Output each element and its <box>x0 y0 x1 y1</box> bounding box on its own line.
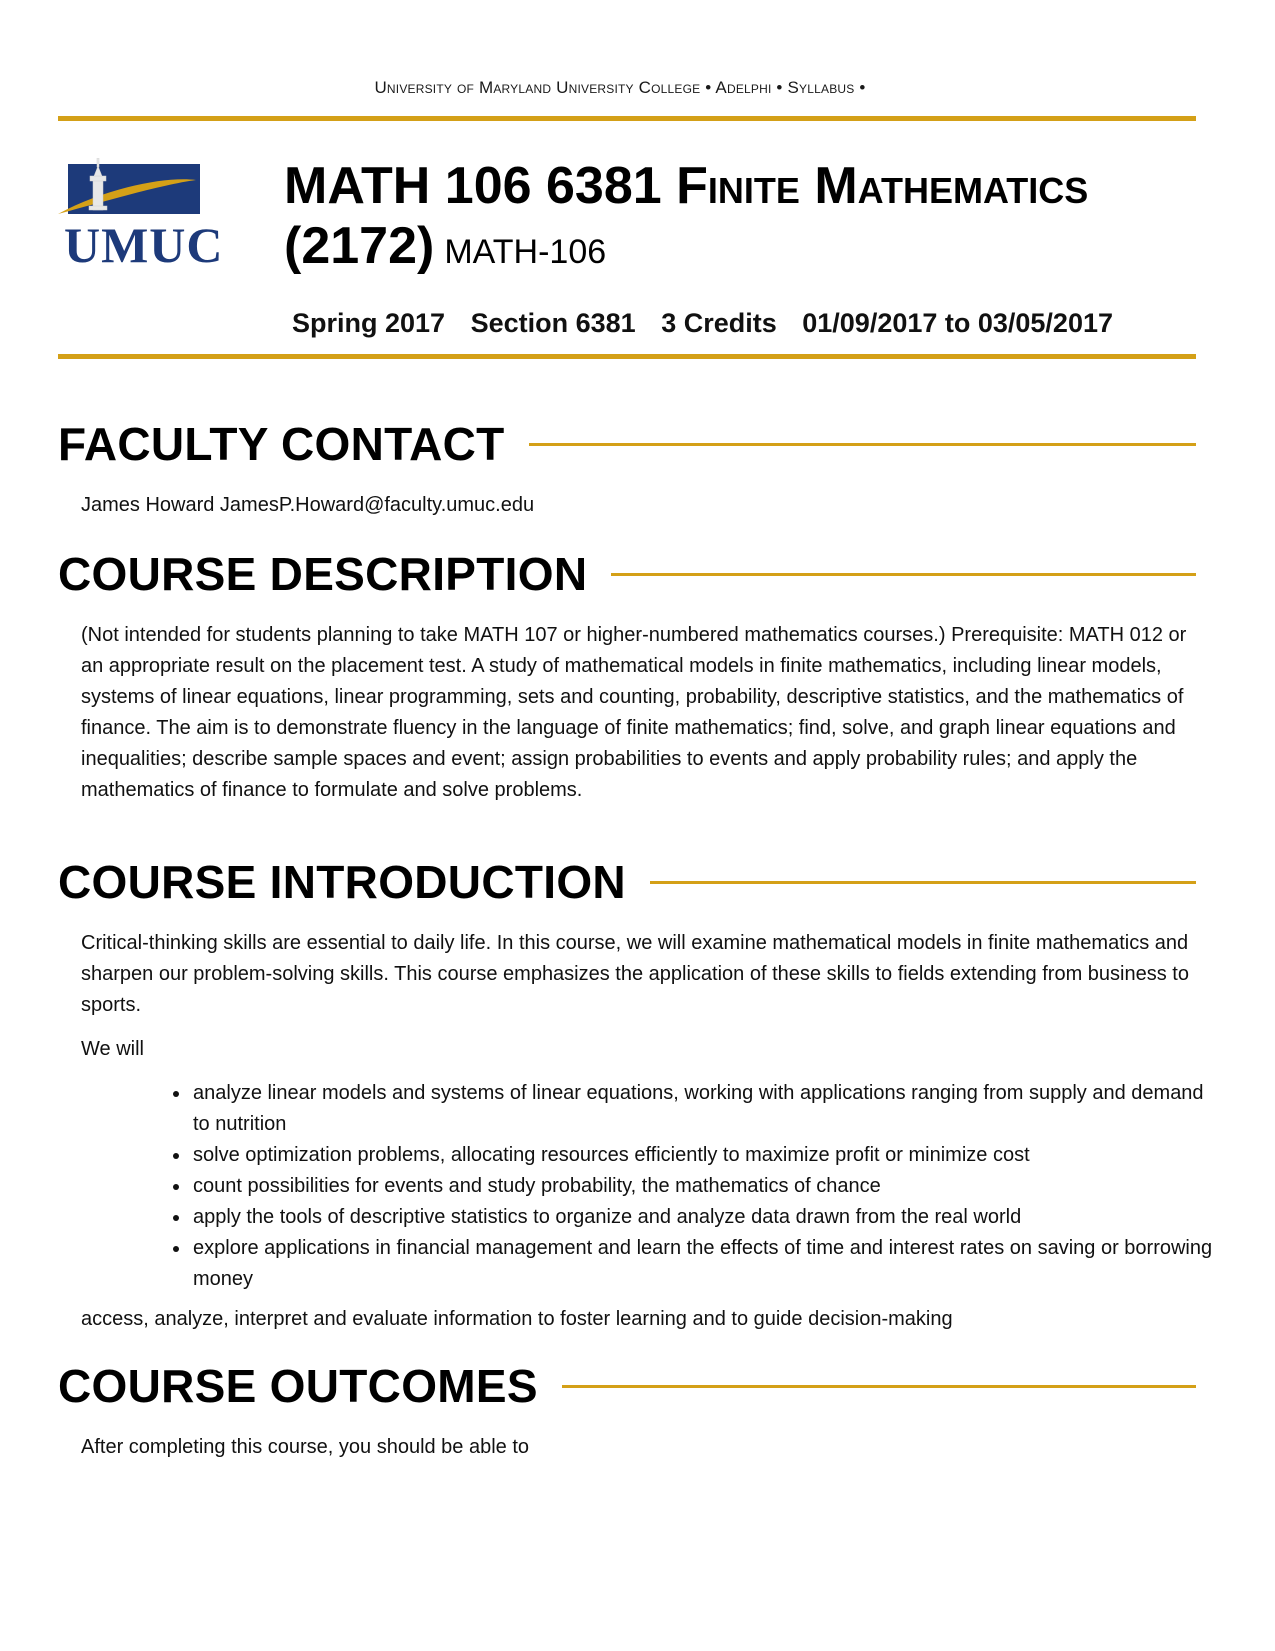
course-outcomes-heading <box>58 1356 1196 1416</box>
course-meta <box>292 308 1131 339</box>
faculty-contact-title: FACULTY CONTACT <box>58 418 505 470</box>
course-title-prefix: MATH 106 6381 <box>284 157 677 215</box>
course-term: Spring 2017 <box>292 308 446 338</box>
heading-rule <box>650 881 1196 884</box>
list-item: • explore applications in financial management and learn the effects of time and interest rates on saving or borrowing money <box>191 1233 1221 1295</box>
course-introduction-heading <box>58 852 1196 912</box>
title-block <box>284 156 1184 282</box>
heading-rule <box>562 1385 1196 1388</box>
course-introduction-lead: We will <box>81 1038 144 1060</box>
course-introduction-text: Critical-thinking skills are essential to daily life. In this course, we will examine mathematical models in finite mathematics and sharpen our problem-solving skills. This course emphasizes the application of these skills to fields extending from business to sports. <box>81 932 1189 1016</box>
course-outcomes-text: After completing this course, you should be able to <box>81 1436 530 1458</box>
course-description-heading <box>58 544 1196 604</box>
course-code: MATH-106 <box>444 233 607 271</box>
logo-text: UMUC <box>64 217 224 273</box>
heading-rule <box>529 443 1196 446</box>
course-title-name: Finite Mathematics <box>676 157 1089 215</box>
course-term-code: (2172) <box>284 217 435 275</box>
course-introduction-bullets <box>165 1078 1221 1295</box>
course-outcomes-title: COURSE OUTCOMES <box>58 1360 538 1412</box>
header-bottom-divider <box>58 354 1196 359</box>
list-item: • apply the tools of descriptive statistics to organize and analyze data drawn from the real world <box>191 1202 1221 1233</box>
course-credits: 3 Credits <box>661 308 777 338</box>
running-header: University of Maryland University College • Adelphi • Syllabus • <box>374 78 866 97</box>
top-divider <box>58 116 1196 121</box>
faculty-contact-heading <box>58 414 1196 474</box>
list-item: • analyze linear models and systems of linear equations, working with applications ranging from supply and demand to nutrition <box>191 1078 1221 1140</box>
course-title <box>284 156 1184 282</box>
umuc-logo <box>56 158 266 288</box>
list-item: • count possibilities for events and study probability, the mathematics of chance <box>191 1171 1221 1202</box>
list-item: • solve optimization problems, allocating resources efficiently to maximize profit or minimize cost <box>191 1140 1221 1171</box>
course-introduction-closing: access, analyze, interpret and evaluate information to foster learning and to guide decision-making <box>81 1308 953 1330</box>
course-description-text: (Not intended for students planning to take MATH 107 or higher-numbered mathematics courses.) Prerequisite: MATH 012 or an appropriate result on the placement test. A study of mathematical models in finite mathematics, including linear models, systems of linear equations, linear programming, sets and counting, probability, descriptive statistics, and the mathematics of finance. The aim is to demonstrate fluency in the language of finite mathematics; find, solve, and graph linear equations and inequalities; describe sample spaces and event; assign probabilities to events and apply probability rules; and apply the mathematics of finance to formulate and solve problems. <box>81 624 1187 801</box>
course-section: Section 6381 <box>470 308 636 338</box>
course-introduction-title: COURSE INTRODUCTION <box>58 856 626 908</box>
course-description-title: COURSE DESCRIPTION <box>58 548 588 600</box>
course-dates: 01/09/2017 to 03/05/2017 <box>802 308 1114 338</box>
heading-rule <box>611 573 1196 576</box>
faculty-contact-text: James Howard JamesP.Howard@faculty.umuc.edu <box>81 494 535 516</box>
